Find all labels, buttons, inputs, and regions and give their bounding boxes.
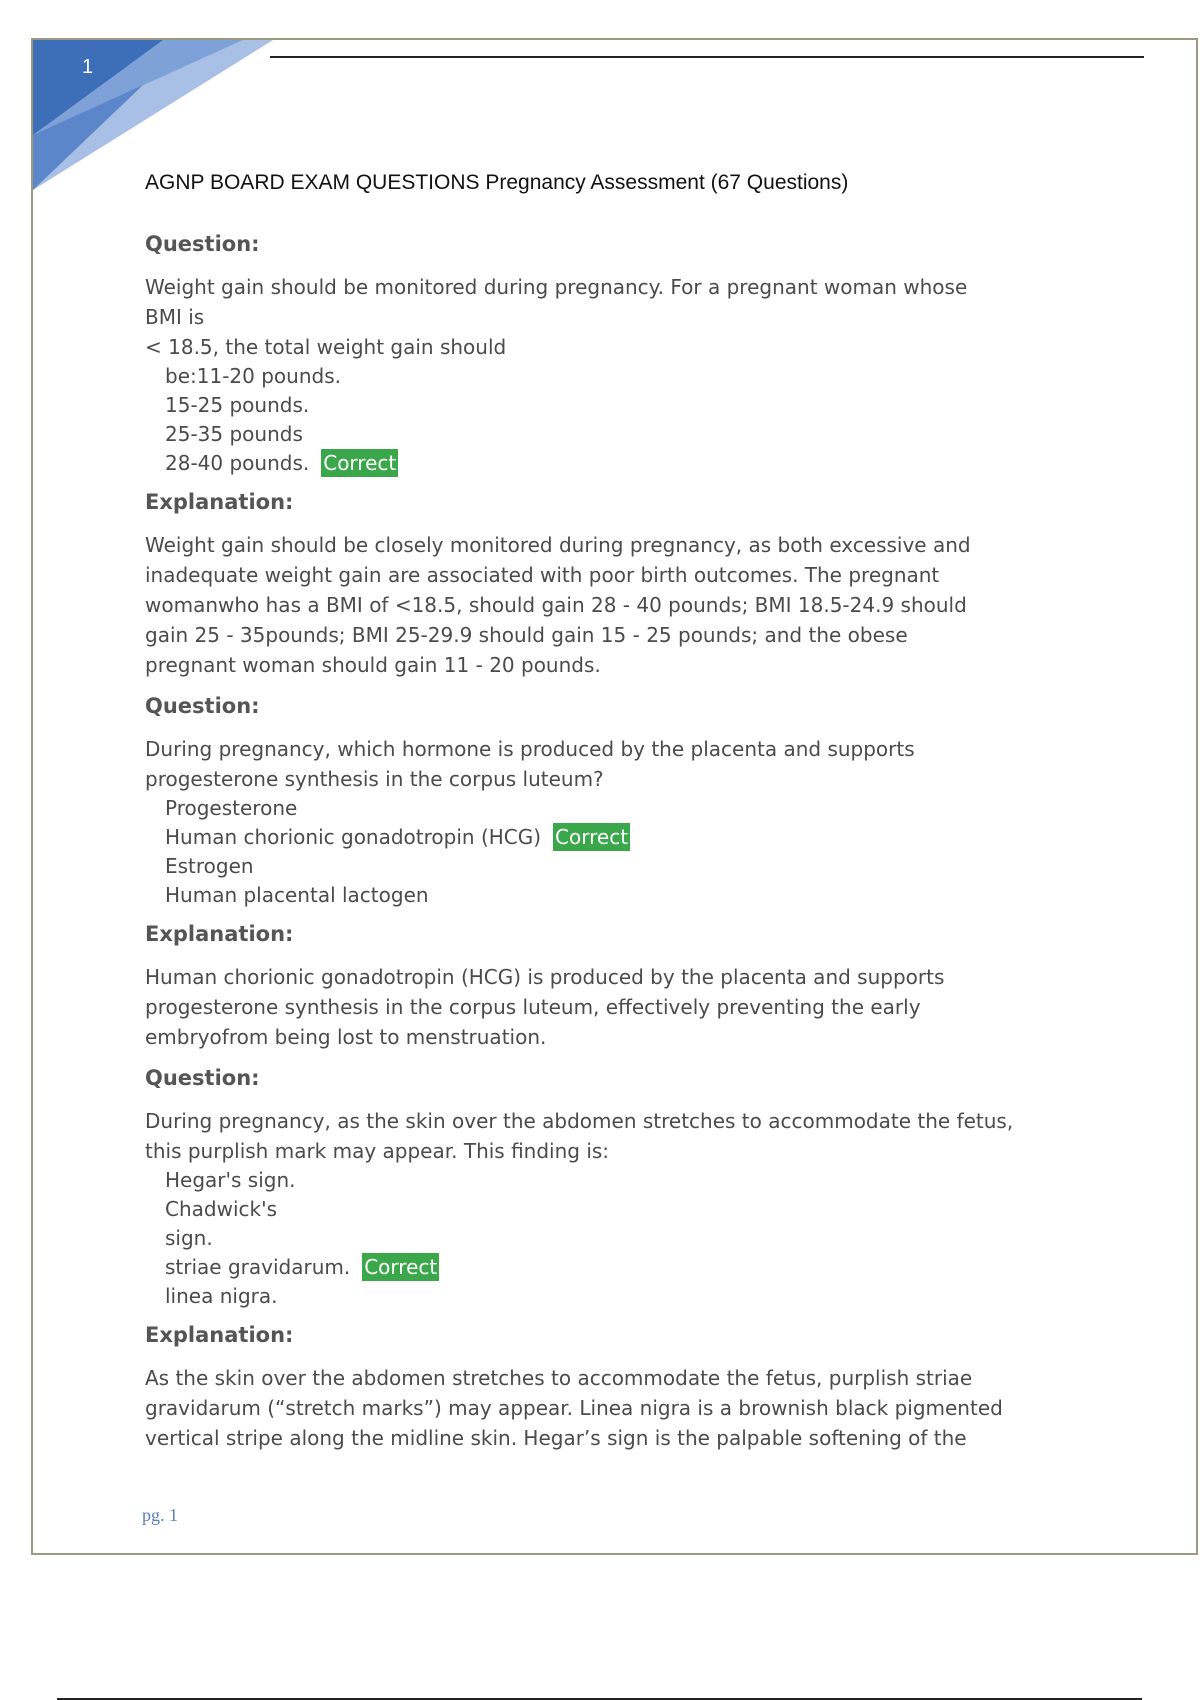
explanation-text-3: [145, 1363, 1105, 1453]
explanation-1-line: gain 25 - 35pounds; BMI 25-29.9 should gain 15 - 25 pounds; and the obese: [145, 623, 908, 647]
explanation-1-line: inadequate weight gain are associated with poor birth outcomes. The pregnant: [145, 563, 940, 587]
options-1: [165, 362, 1105, 478]
page-footer: pg. 1: [142, 1505, 178, 1525]
question-heading-1: Question:: [145, 232, 260, 256]
question-1-line: BMI is: [145, 305, 205, 329]
explanation-3-line: gravidarum (“stretch marks”) may appear. Linea nigra is a brownish black pigmented: [145, 1396, 1003, 1420]
question-heading-2: Question:: [145, 694, 260, 718]
option-3d: linea nigra.: [165, 1284, 278, 1308]
explanation-text-2: [145, 962, 1105, 1052]
option-3a: Hegar's sign.: [165, 1168, 296, 1192]
option-2b-row: [165, 823, 1105, 852]
option-2b: Human chorionic gonadotropin (HCG): [165, 825, 542, 849]
explanation-2-line: Human chorionic gonadotropin (HCG) is produced by the placenta and supports: [145, 965, 945, 989]
option-3b: Chadwick's: [165, 1197, 278, 1221]
question-text-3: [145, 1106, 1105, 1166]
explanation-text-1: [145, 530, 1105, 680]
option-2c: Estrogen: [165, 854, 254, 878]
option-3c-row: [165, 1253, 1105, 1282]
option-2a: Progesterone: [165, 796, 298, 820]
option-1d-row: [165, 449, 1105, 478]
option-1b: 15-25 pounds.: [165, 393, 310, 417]
question-3-line: this purplish mark may appear. This finding is:: [145, 1139, 610, 1163]
question-3-line: During pregnancy, as the skin over the abdomen stretches to accommodate the fetus,: [145, 1109, 1014, 1133]
correct-badge: Correct: [323, 451, 397, 475]
question-heading-3: Question:: [145, 1066, 260, 1090]
document-title: AGNP BOARD EXAM QUESTIONS Pregnancy Assessment (67 Questions): [145, 171, 849, 194]
correct-badge: Correct: [364, 1255, 438, 1279]
explanation-heading-2: Explanation:: [145, 922, 294, 946]
question-text-2: [145, 734, 1105, 794]
explanation-3-line: vertical stripe along the midline skin. Hegar’s sign is the palpable softening of the: [145, 1426, 967, 1450]
explanation-1-line: womanwho has a BMI of <18.5, should gain 28 - 40 pounds; BMI 18.5-24.9 should: [145, 593, 967, 617]
explanation-2-line: progesterone synthesis in the corpus luteum, effectively preventing the early: [145, 995, 921, 1019]
explanation-3-line: As the skin over the abdomen stretches to accommodate the fetus, purplish striae: [145, 1366, 973, 1390]
option-3c: striae gravidarum.: [165, 1255, 351, 1279]
page-number: 1: [82, 56, 94, 78]
header-rule: [270, 56, 1144, 58]
question-2-line: progesterone synthesis in the corpus luteum?: [145, 767, 604, 791]
option-1c: 25-35 pounds: [165, 422, 303, 446]
question-1-line: Weight gain should be monitored during pregnancy. For a pregnant woman whose: [145, 275, 968, 299]
option-1a: be:11-20 pounds.: [165, 364, 341, 388]
options-2: [165, 794, 1105, 910]
question-text-1: [145, 272, 1105, 362]
option-2d: Human placental lactogen: [165, 883, 429, 907]
correct-badge: Correct: [555, 825, 629, 849]
explanation-1-line: pregnant woman should gain 11 - 20 pounds.: [145, 653, 601, 677]
explanation-1-line: Weight gain should be closely monitored during pregnancy, as both excessive and: [145, 533, 971, 557]
option-1d: 28-40 pounds.: [165, 451, 310, 475]
question-2-line: During pregnancy, which hormone is produced by the placenta and supports: [145, 737, 915, 761]
explanation-heading-1: Explanation:: [145, 490, 294, 514]
option-3b-cont: sign.: [165, 1226, 213, 1250]
explanation-heading-3: Explanation:: [145, 1323, 294, 1347]
options-3: [165, 1166, 1105, 1311]
explanation-2-line: embryofrom being lost to menstruation.: [145, 1025, 547, 1049]
question-1-line: < 18.5, the total weight gain should: [145, 335, 507, 359]
content: [145, 230, 1105, 1465]
